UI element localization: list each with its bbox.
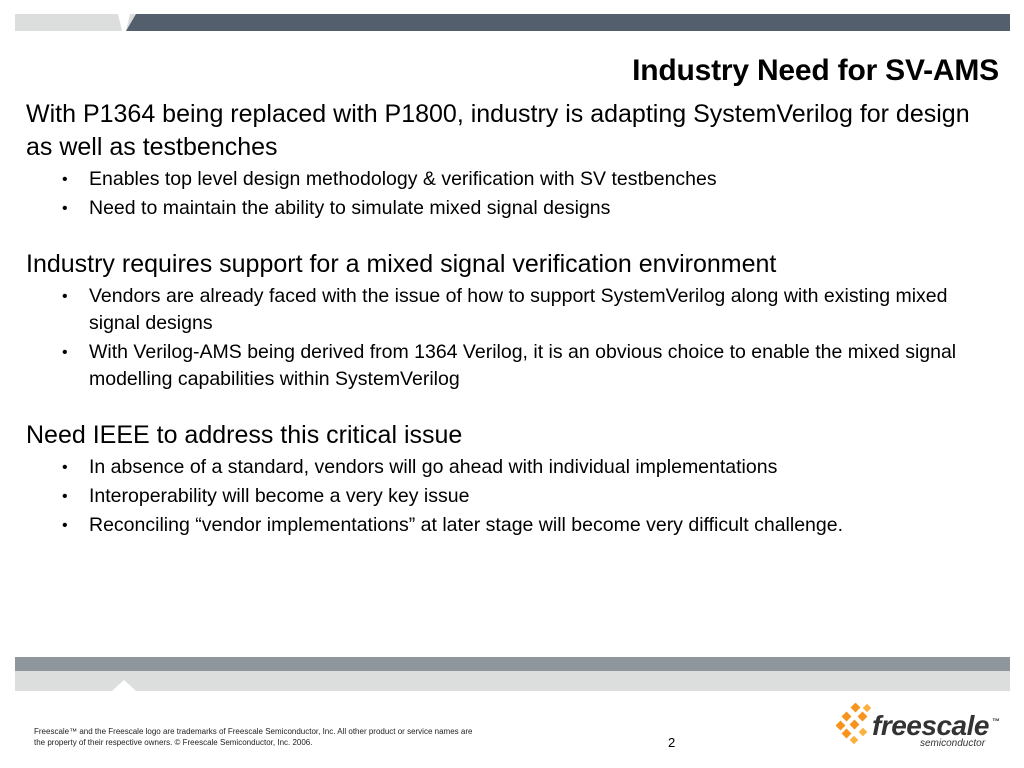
- legal-line: the property of their respective owners. © Freescale Semiconductor, Inc. 2006.: [34, 738, 313, 747]
- section-lead: Industry requires support for a mixed signal verification environment: [26, 250, 777, 278]
- bullet-icon: •: [62, 517, 68, 534]
- logo-subtitle: semiconductor: [920, 738, 986, 749]
- bullet-list: [26, 454, 996, 539]
- bullet-text: Vendors are already faced with the issue of how to support SystemVerilog along with existing mixed signal designs: [89, 285, 948, 334]
- footer-bar-light: [15, 671, 1010, 691]
- legal-notice: [34, 726, 472, 748]
- bullet-text: Need to maintain the ability to simulate mixed signal designs: [89, 197, 611, 219]
- section-2: [26, 248, 996, 393]
- freescale-logo: [836, 703, 1006, 755]
- logo-trademark: ™: [992, 717, 1000, 726]
- logo-wordmark: freescale: [872, 710, 989, 741]
- freescale-mark-icon: [836, 703, 876, 747]
- footer-bar-dark: [15, 657, 1010, 671]
- page-number: 2: [668, 735, 676, 750]
- bullet-text: Reconciling “vendor implementations” at later stage will become very difficult challenge.: [89, 514, 844, 536]
- section-3: [26, 419, 996, 539]
- section-1: [26, 98, 996, 222]
- bullet-icon: •: [62, 288, 68, 305]
- bullet-list: [26, 283, 996, 393]
- bullet-text: With Verilog-AMS being derived from 1364 Verilog, it is an obvious choice to enable the mixed signal modelling capabilities within SystemVerilog: [89, 341, 957, 390]
- bullet-item: [26, 166, 996, 193]
- bullet-item: [26, 483, 996, 510]
- legal-line: Freescale™ and the Freescale logo are trademarks of Freescale Semiconductor, Inc. All other product or service names are: [34, 727, 473, 736]
- bullet-text: Enables top level design methodology & verification with SV testbenches: [89, 168, 717, 190]
- bullet-item: [26, 339, 996, 393]
- bullet-item: [26, 195, 996, 222]
- slide-body: [26, 98, 996, 559]
- bullet-list: [26, 166, 996, 222]
- bullet-item: [26, 512, 996, 539]
- slide-title: Industry Need for SV-AMS: [632, 54, 999, 88]
- bullet-item: [26, 283, 996, 337]
- bullet-icon: •: [62, 344, 68, 361]
- bullet-text: In absence of a standard, vendors will go ahead with individual implementations: [89, 456, 778, 478]
- bullet-icon: •: [62, 171, 68, 188]
- bullet-icon: •: [62, 488, 68, 505]
- section-lead: Need IEEE to address this critical issue: [26, 421, 463, 449]
- section-lead: With P1364 being replaced with P1800, industry is adapting SystemVerilog for design as well as testbenches: [26, 100, 970, 161]
- bullet-text: Interoperability will become a very key issue: [89, 485, 470, 507]
- bullet-icon: •: [62, 200, 68, 217]
- bullet-icon: •: [62, 459, 68, 476]
- header-bar-dark: [126, 14, 1010, 31]
- bullet-item: [26, 454, 996, 481]
